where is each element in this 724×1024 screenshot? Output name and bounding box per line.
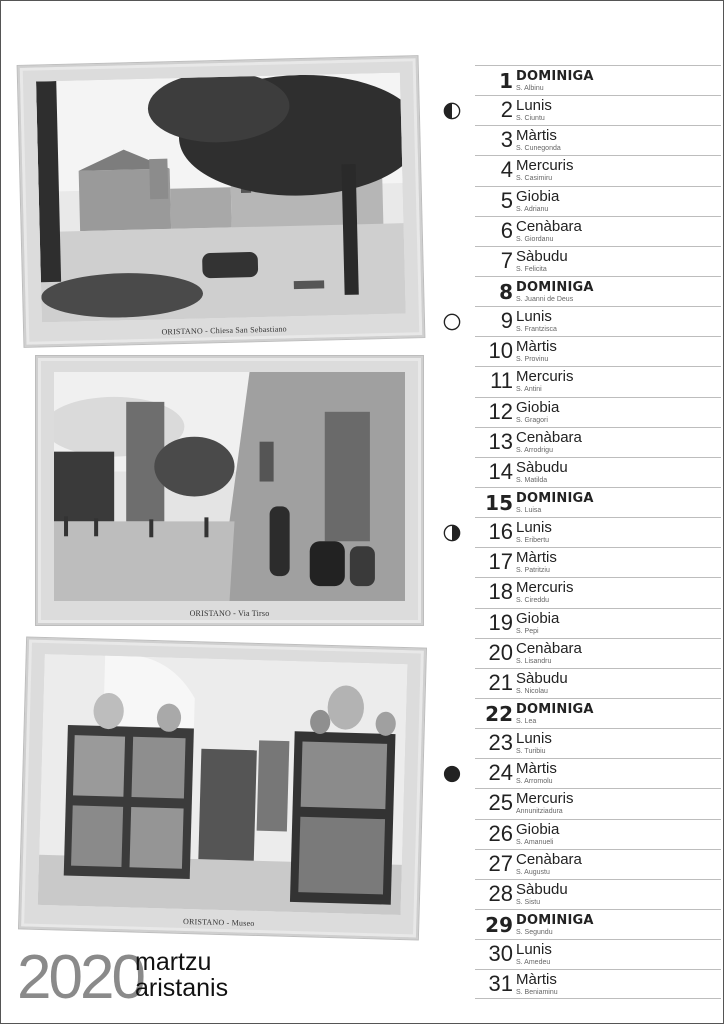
last-quarter-moon-icon: [443, 524, 461, 542]
saint-name: S. Provinu: [516, 356, 549, 364]
day-number: 22: [485, 701, 513, 726]
day-number: 19: [488, 609, 513, 635]
day-name: Màrtis: [516, 338, 557, 356]
day-row: [475, 427, 721, 457]
saint-name: S. Cunegonda: [516, 145, 561, 153]
saint-name: S. Juanni de Deus: [516, 295, 574, 303]
saint-name: S. Ciuntu: [516, 115, 545, 123]
day-name: Cenàbara: [516, 850, 582, 868]
day-name: Màrtis: [516, 760, 557, 778]
day-number: 24: [488, 760, 513, 786]
day-row: [475, 758, 721, 788]
day-row: [475, 638, 721, 668]
day-row: [475, 668, 721, 698]
day-number: 4: [500, 157, 513, 183]
day-number: 25: [488, 790, 513, 816]
day-number: 23: [488, 730, 513, 756]
day-number: 12: [488, 398, 513, 424]
day-name: Sàbudu: [516, 458, 568, 476]
day-row: [475, 608, 721, 638]
day-row: [475, 397, 721, 427]
day-number: 5: [500, 187, 513, 213]
saint-name: S. Frantzisca: [516, 326, 557, 334]
day-number: 1: [499, 69, 513, 93]
day-row: [475, 155, 721, 185]
day-row: [475, 577, 721, 607]
day-number: 18: [488, 579, 513, 605]
saint-name: S. Amanueli: [516, 838, 554, 846]
day-number: 13: [488, 428, 513, 454]
saint-name: S. Sistu: [516, 898, 541, 906]
day-number: 21: [488, 669, 513, 695]
day-number: 10: [488, 338, 513, 364]
day-name: Giobia: [516, 187, 560, 205]
day-row: [475, 788, 721, 818]
day-name: DOMINIGA: [516, 912, 594, 928]
saint-name: S. Nicolau: [516, 687, 548, 695]
day-name: Lunis: [516, 730, 552, 748]
saint-name: S. Lisandru: [516, 657, 552, 665]
saint-name: S. Felicita: [516, 265, 547, 273]
full-moon-icon: [443, 313, 461, 331]
day-number: 20: [488, 639, 513, 665]
city-label: aristanis: [135, 974, 229, 1002]
day-name: Lunis: [516, 941, 552, 959]
day-name: Sàbudu: [516, 880, 568, 898]
saint-name: S. Beniaminu: [516, 989, 558, 997]
day-number: 6: [500, 217, 513, 243]
day-row: [475, 186, 721, 216]
day-row: [475, 95, 721, 125]
saint-name: S. Antini: [516, 386, 542, 394]
day-name: Cenàbara: [516, 428, 582, 446]
day-name: Mercuris: [516, 157, 574, 175]
day-name: Màrtis: [516, 971, 557, 989]
day-row: [475, 969, 721, 999]
saint-name: S. Luisa: [516, 506, 542, 514]
day-list: [475, 65, 721, 999]
photo-card-church: [18, 56, 425, 347]
year-label: 2020: [17, 943, 143, 1012]
day-name: Mercuris: [516, 368, 574, 386]
day-name: Giobia: [516, 609, 560, 627]
new-moon-icon: [443, 765, 461, 783]
saint-name: S. Albinu: [516, 85, 544, 92]
day-row: [475, 366, 721, 396]
day-number: 16: [488, 519, 513, 545]
day-row: [475, 125, 721, 155]
day-row: [475, 909, 721, 939]
day-number: 26: [488, 820, 513, 846]
day-number: 29: [485, 912, 513, 937]
day-row: [475, 65, 721, 95]
day-row: [475, 487, 721, 517]
saint-name: S. Casimiru: [516, 175, 553, 183]
saint-name: S. Patritziu: [516, 567, 550, 575]
saint-name: S. Matilda: [516, 476, 548, 484]
photo-card-museum: [19, 637, 426, 939]
day-number: 30: [488, 941, 513, 967]
day-name: Cenàbara: [516, 217, 582, 235]
saint-name: S. Arromolu: [516, 778, 553, 786]
saint-name: S. Giordanu: [516, 235, 554, 243]
photo-caption: ORISTANO - Museo: [182, 916, 255, 928]
day-name: Cenàbara: [516, 639, 582, 657]
saint-name: S. Gragori: [516, 416, 548, 424]
day-row: [475, 276, 721, 306]
day-name: DOMINIGA: [516, 490, 594, 506]
day-name: DOMINIGA: [516, 69, 594, 84]
day-row: [475, 517, 721, 547]
day-row: [475, 849, 721, 879]
day-number: 17: [488, 549, 513, 575]
saint-name: S. Eribertu: [516, 537, 550, 545]
day-name: Lunis: [516, 519, 552, 537]
day-number: 8: [499, 279, 513, 304]
day-number: 31: [488, 971, 513, 997]
day-name: Mercuris: [516, 790, 574, 808]
day-name: Sàbudu: [516, 669, 568, 687]
day-name: DOMINIGA: [516, 701, 594, 717]
day-name: Sàbudu: [516, 247, 568, 265]
photo-caption: ORISTANO - Via Tirso: [189, 609, 270, 618]
day-name: Giobia: [516, 398, 560, 416]
day-number: 27: [488, 850, 513, 876]
day-row: [475, 457, 721, 487]
day-row: [475, 698, 721, 728]
day-number: 7: [500, 247, 513, 273]
day-row: [475, 879, 721, 909]
day-number: 28: [488, 880, 513, 906]
day-name: Mercuris: [516, 579, 574, 597]
day-row: [475, 216, 721, 246]
day-number: 14: [488, 458, 513, 484]
day-number: 9: [500, 308, 513, 334]
day-name: DOMINIGA: [516, 279, 594, 295]
saint-name: S. Segundu: [516, 928, 553, 936]
saint-name: S. Amedeu: [516, 959, 551, 967]
month-label: martzu: [135, 948, 212, 976]
day-name: Lunis: [516, 97, 552, 115]
saint-name: S. Adrianu: [516, 205, 549, 213]
first-quarter-moon-icon: [443, 102, 461, 120]
day-number: 11: [490, 368, 513, 394]
day-row: [475, 819, 721, 849]
photo-museum: [38, 654, 408, 915]
photo-caption: ORISTANO - Chiesa San Sebastiano: [161, 324, 287, 337]
saint-name: S. Turibiu: [516, 748, 546, 756]
photo-church: [36, 73, 406, 323]
day-row: [475, 306, 721, 336]
day-number: 2: [500, 97, 513, 123]
day-row: [475, 728, 721, 758]
photo-card-street: [36, 356, 423, 625]
day-name: Màrtis: [516, 127, 557, 145]
saint-name: Annunitziadura: [516, 808, 563, 816]
day-number: 3: [500, 127, 513, 153]
day-name: Giobia: [516, 820, 560, 838]
day-row: [475, 939, 721, 969]
day-number: 15: [485, 490, 513, 515]
saint-name: S. Lea: [516, 717, 537, 725]
day-row: [475, 547, 721, 577]
photo-street: [54, 372, 405, 601]
day-row: [475, 246, 721, 276]
saint-name: S. Cireddu: [516, 597, 550, 605]
saint-name: S. Augustu: [516, 868, 550, 876]
day-name: Lunis: [516, 308, 552, 326]
day-row: [475, 336, 721, 366]
saint-name: S. Arrodrigu: [516, 446, 553, 454]
saint-name: S. Pepi: [516, 627, 539, 635]
day-name: Màrtis: [516, 549, 557, 567]
